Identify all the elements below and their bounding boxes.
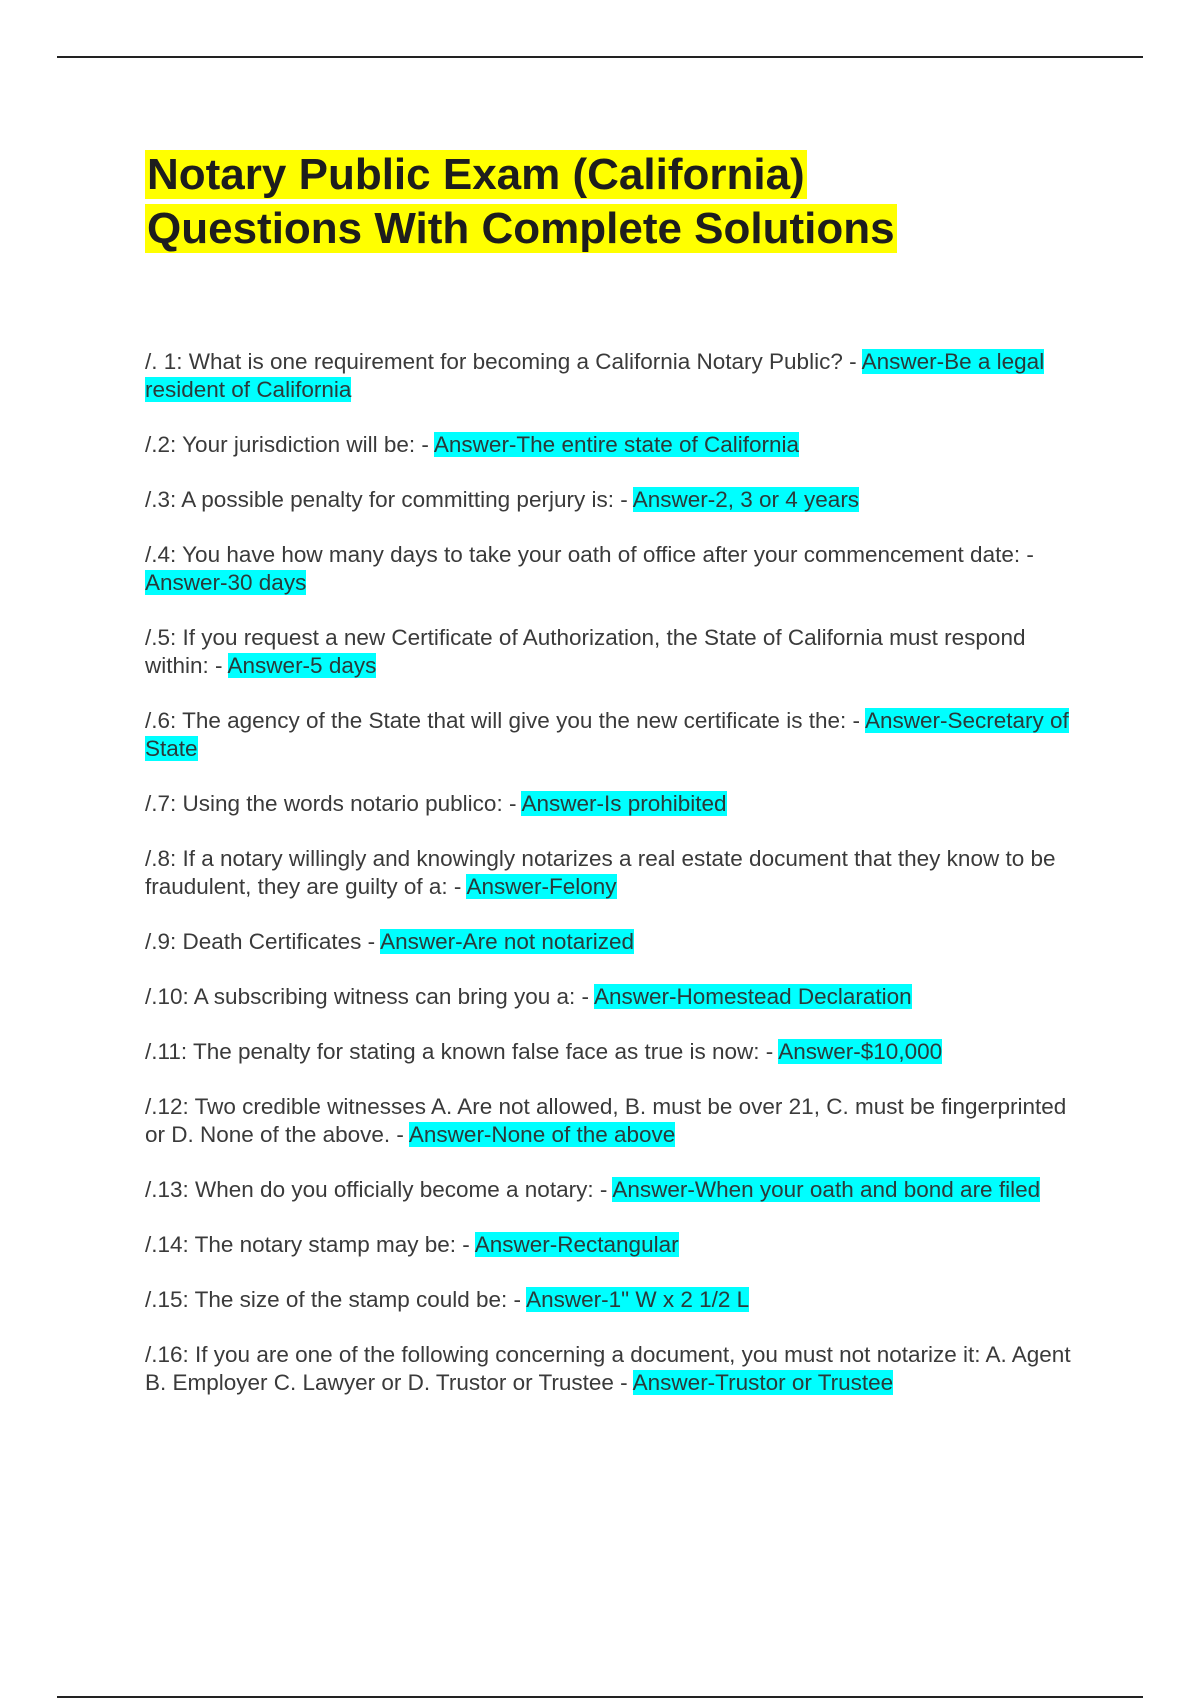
answer-text: Answer-1" W x 2 1/2 L — [526, 1287, 750, 1312]
question-text: /.3: A possible penalty for committing perjury is: - — [145, 487, 633, 512]
qa-item — [145, 1093, 1085, 1149]
answer-text: Answer-2, 3 or 4 years — [632, 487, 860, 512]
qa-item — [145, 541, 1085, 597]
question-text: /.12: Two credible witnesses A. Are not allowed, B. must be over 21, C. must be fingerprinted or D. None of the above. - — [145, 1094, 1067, 1147]
document-body — [145, 148, 1085, 1424]
qa-item — [145, 1341, 1085, 1397]
question-text: /.11: The penalty for stating a known false face as true is now: - — [145, 1039, 779, 1064]
qa-item — [145, 486, 1085, 514]
answer-text: Answer-Be a legal resident of California — [145, 349, 1045, 402]
question-text: /.9: Death Certificates - — [145, 929, 381, 954]
document-title — [145, 148, 1085, 256]
question-text: /. 1: What is one requirement for becoming a California Notary Public? - — [145, 349, 862, 374]
answer-text: Answer-When your oath and bond are filed — [612, 1177, 1041, 1202]
question-text: /.4: You have how many days to take your oath of office after your commencement date: - — [145, 542, 1034, 567]
answer-text: Answer-Rectangular — [474, 1232, 679, 1257]
answer-text: Answer-30 days — [145, 570, 307, 595]
question-text: /.2: Your jurisdiction will be: - — [145, 432, 434, 457]
qa-item — [145, 1038, 1085, 1066]
answer-text: Answer-Are not notarized — [380, 929, 634, 954]
question-text: /.14: The notary stamp may be: - — [145, 1232, 475, 1257]
top-rule — [57, 56, 1143, 58]
question-text: /.10: A subscribing witness can bring you a: - — [145, 984, 595, 1009]
bottom-rule — [57, 1696, 1143, 1698]
answer-text: Answer-Felony — [466, 874, 617, 899]
qa-item — [145, 983, 1085, 1011]
question-text: /.15: The size of the stamp could be: - — [145, 1287, 527, 1312]
qa-item — [145, 1176, 1085, 1204]
qa-item — [145, 790, 1085, 818]
qa-item — [145, 1286, 1085, 1314]
title-line-2: Questions With Complete Solutions — [147, 204, 895, 253]
qa-item — [145, 1231, 1085, 1259]
answer-text: Answer-Homestead Declaration — [594, 984, 912, 1009]
qa-item — [145, 845, 1085, 901]
qa-item — [145, 431, 1085, 459]
question-text: /.8: If a notary willingly and knowingly notarizes a real estate document that they know to be fraudulent, they are guilty of a: - — [145, 846, 1056, 899]
question-list — [145, 348, 1085, 1397]
qa-item — [145, 707, 1085, 763]
answer-text: Answer-None of the above — [408, 1122, 676, 1147]
question-text: /.7: Using the words notario publico: - — [145, 791, 522, 816]
question-text: /.6: The agency of the State that will give you the new certificate is the: - — [145, 708, 865, 733]
answer-text: Answer-Is prohibited — [521, 791, 727, 816]
qa-item — [145, 624, 1085, 680]
question-text: /.5: If you request a new Certificate of Authorization, the State of California must respond within: - — [145, 625, 1026, 678]
question-text: /.16: If you are one of the following concerning a document, you must not notarize it: A. Agent B. Employer C. Lawyer or D. Trustor or Trustee - — [145, 1342, 1071, 1395]
answer-text: Answer-Trustor or Trustee — [632, 1370, 894, 1395]
title-line-1: Notary Public Exam (California) — [147, 150, 805, 199]
qa-item — [145, 928, 1085, 956]
answer-text: Answer-5 days — [227, 653, 377, 678]
question-text: /.13: When do you officially become a notary: - — [145, 1177, 613, 1202]
answer-text: Answer-$10,000 — [778, 1039, 943, 1064]
answer-text: Answer-Secretary of State — [145, 708, 1069, 761]
qa-item — [145, 348, 1085, 404]
answer-text: Answer-The entire state of California — [433, 432, 800, 457]
